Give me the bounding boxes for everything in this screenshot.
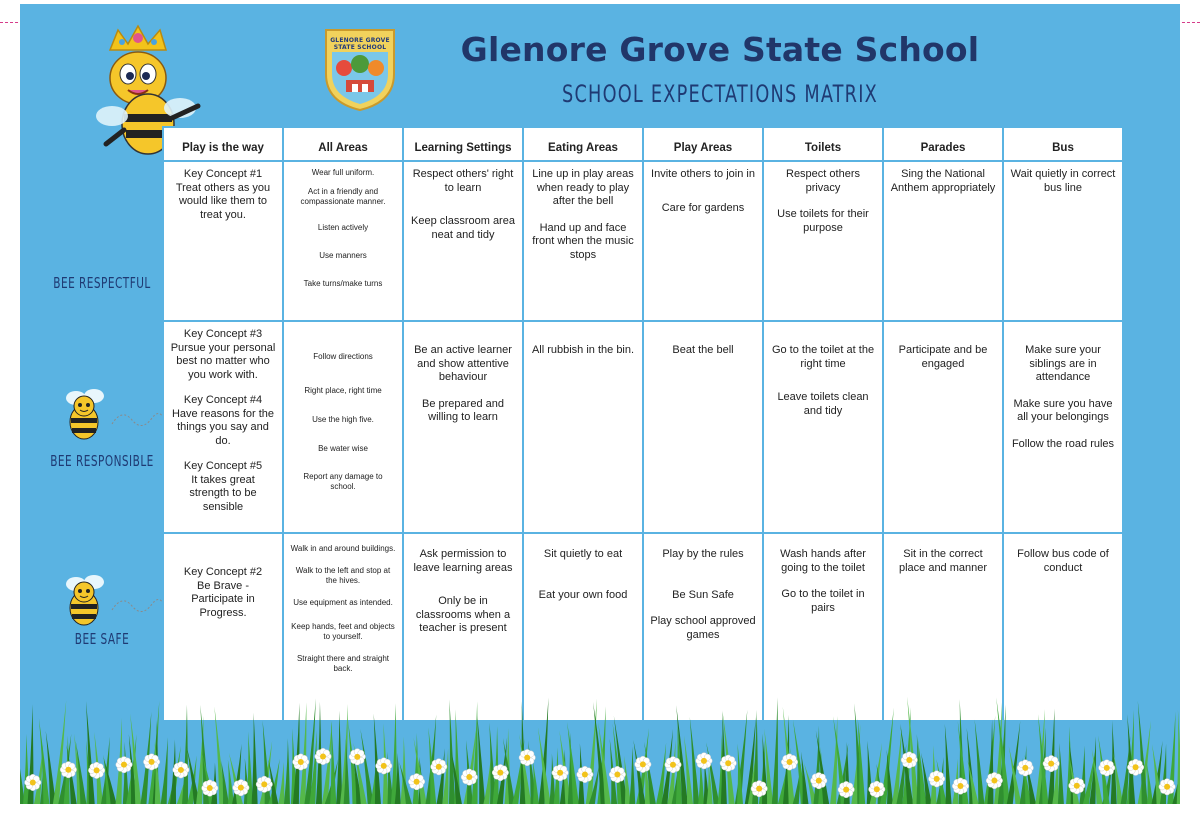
key-concept-cell xyxy=(163,533,283,721)
key-concept-text: It takes great strength to be sensible xyxy=(189,473,257,513)
expectation-text: Sit in the correct place and manner xyxy=(898,548,988,574)
grass-blade xyxy=(814,726,820,804)
column-header: All Areas xyxy=(283,127,403,161)
expectation-text: Ask permission to leave learning areas xyxy=(413,548,513,574)
daisy-icon xyxy=(552,765,568,781)
expectation-text: Use manners xyxy=(319,251,367,260)
expectation-text: Be Sun Safe xyxy=(672,588,734,601)
daisy-icon xyxy=(202,780,218,796)
daisy-icon xyxy=(349,749,365,765)
expectation-text: Hand up and face front when the music stops xyxy=(532,221,634,261)
learning-settings-cell xyxy=(403,533,523,721)
expectation-text: Act in a friendly and compassionate manner. xyxy=(300,187,386,206)
grass-blade xyxy=(252,713,258,804)
parades-cell xyxy=(883,533,1003,721)
grass-blade xyxy=(1138,701,1148,804)
grass-blade xyxy=(477,716,485,804)
grass-blade xyxy=(1058,743,1064,804)
grass-blade xyxy=(830,716,837,804)
expectation-text: Follow directions xyxy=(313,352,373,361)
expectation-text: Go to the toilet in pairs xyxy=(781,588,865,614)
expectation-text: Follow bus code of conduct xyxy=(1017,548,1109,574)
school-name: Glenore Grove State School xyxy=(460,30,980,69)
grass-blade xyxy=(483,755,491,804)
daisy-icon xyxy=(696,753,712,769)
grass-blade xyxy=(772,697,778,804)
daisy-icon xyxy=(143,754,159,770)
daisy-icon xyxy=(1099,760,1115,776)
table-row-safe xyxy=(163,533,1123,721)
grass-blade xyxy=(161,737,168,804)
expectation-text: Follow the road rules xyxy=(1011,437,1115,450)
bus-cell xyxy=(1003,533,1123,721)
expectation-text: Right place, right time xyxy=(304,386,382,395)
grass-blade xyxy=(284,738,290,804)
expectation-text: Line up in play areas when ready to play after the bell xyxy=(532,168,634,207)
expectation-text: Play school approved games xyxy=(650,615,756,641)
key-concept-text: Pursue your personal best no matter who you work with. xyxy=(170,341,276,381)
expectation-text: Go to the toilet at the right time xyxy=(771,344,875,370)
grass-blade xyxy=(336,711,342,804)
daisy-icon xyxy=(408,774,424,790)
expectation-text: Make sure you have all your belongings xyxy=(1013,397,1113,423)
key-concept-cell xyxy=(163,161,283,321)
key-concept-cell xyxy=(163,321,283,533)
expectation-text: Listen actively xyxy=(317,223,369,232)
parades-cell xyxy=(883,161,1003,321)
daisy-icon xyxy=(1159,779,1175,795)
small-bee-icon xyxy=(56,384,166,444)
grass-blade xyxy=(967,759,978,804)
grass-blade xyxy=(538,727,551,804)
grass-blade xyxy=(629,747,635,804)
all-areas-cell xyxy=(283,161,403,321)
key-concept-text: Be Brave - Participate in Progress. xyxy=(191,579,255,619)
grass-blade xyxy=(278,762,284,804)
expectation-text: Be an active learner and show attentive behaviour xyxy=(414,344,512,383)
key-concept-title: Key Concept #3 xyxy=(183,328,263,340)
daisy-icon xyxy=(1043,755,1059,771)
daisy-icon xyxy=(901,752,917,768)
expectation-text: Eat your own food xyxy=(538,588,628,601)
expectation-text: Participate and be engaged xyxy=(898,344,988,370)
expectation-text: Wear full uniform. xyxy=(311,168,375,177)
bus-cell xyxy=(1003,161,1123,321)
daisy-icon xyxy=(665,757,681,773)
expectation-text: Play by the rules xyxy=(662,548,744,560)
daisy-icon xyxy=(315,748,331,764)
expectation-text: Sit quietly to eat xyxy=(543,548,623,560)
daisy-icon xyxy=(952,778,968,794)
daisy-icon xyxy=(720,755,736,771)
grass-blade xyxy=(1079,746,1085,804)
daisy-icon xyxy=(838,781,854,797)
expectation-text: Keep classroom area neat and tidy xyxy=(411,215,515,241)
expectation-text: Invite others to join in xyxy=(651,168,755,180)
all-areas-cell xyxy=(283,533,403,721)
table-row-responsible xyxy=(163,321,1123,533)
grass-blade xyxy=(533,761,539,804)
daisy-icon xyxy=(116,757,132,773)
column-header: Eating Areas xyxy=(523,127,643,161)
daisy-icon xyxy=(1127,759,1143,775)
expectation-text: Only be in classrooms when a teacher is present xyxy=(415,595,511,634)
play-areas-cell xyxy=(643,321,763,533)
daisy-icon xyxy=(293,754,309,770)
table-header-row xyxy=(163,127,1123,161)
column-header: Play is the way xyxy=(163,127,283,161)
expectations-matrix-table xyxy=(162,126,1124,722)
crest-text: GLENORE GROVE STATE SCHOOL xyxy=(330,37,390,51)
daisy-icon xyxy=(577,766,593,782)
parades-cell xyxy=(883,321,1003,533)
grass-blade xyxy=(975,719,985,804)
daisy-icon xyxy=(929,771,945,787)
daisy-icon xyxy=(492,764,508,780)
daisy-icon xyxy=(781,754,797,770)
daisy-icon xyxy=(431,759,447,775)
daisy-icon xyxy=(1017,760,1033,776)
eating-areas-cell xyxy=(523,533,643,721)
grass-blade xyxy=(155,742,161,804)
learning-settings-cell xyxy=(403,161,523,321)
matrix-title: SCHOOL EXPECTATIONS MATRIX xyxy=(561,80,879,108)
grass-blade xyxy=(1147,762,1153,804)
daisy-icon xyxy=(173,762,189,778)
grass-blade xyxy=(247,731,253,804)
expectation-text: Make sure your siblings are in attendance xyxy=(1025,344,1101,383)
toilets-cell xyxy=(763,161,883,321)
row-label-respectful: BEE RESPECTFUL xyxy=(53,274,151,292)
key-concept-text: Treat others as you would like them to treat you. xyxy=(175,181,271,221)
learning-settings-cell xyxy=(403,321,523,533)
expectation-text: Wait quietly in correct bus line xyxy=(1010,168,1116,194)
expectation-text: Use the high five. xyxy=(312,415,374,424)
expectation-text: Use toilets for their purpose xyxy=(777,208,869,234)
expectation-text: Be prepared and willing to learn xyxy=(422,397,504,423)
daisy-icon xyxy=(811,773,827,789)
daisy-icon xyxy=(635,756,651,772)
key-concept-text: Have reasons for the things you say and do. xyxy=(171,407,275,447)
daisy-icon xyxy=(1069,778,1085,794)
column-header: Parades xyxy=(883,127,1003,161)
daisy-icon xyxy=(233,780,249,796)
toilets-cell xyxy=(763,533,883,721)
daisy-icon xyxy=(986,772,1002,788)
grass-blade xyxy=(472,701,478,804)
grass-border xyxy=(20,694,1180,804)
grass-blade xyxy=(299,702,306,804)
daisy-icon xyxy=(461,769,477,785)
expectation-text: Walk to the left and stop at the hives. xyxy=(295,566,391,585)
expectation-text: Wash hands after going to the toilet xyxy=(780,548,866,574)
play-areas-cell xyxy=(643,161,763,321)
expectation-text: Keep hands, feet and objects to yourself. xyxy=(291,622,395,641)
expectation-text: Respect others privacy xyxy=(786,168,860,194)
daisy-icon xyxy=(60,762,76,778)
grass-blade xyxy=(228,760,234,804)
column-header: Toilets xyxy=(763,127,883,161)
eating-areas-cell xyxy=(523,161,643,321)
column-header: Play Areas xyxy=(643,127,763,161)
expectation-text: Leave toilets clean and tidy xyxy=(777,391,869,417)
expectations-poster xyxy=(20,4,1180,804)
expectation-text: Take turns/make turns xyxy=(303,279,383,288)
school-crest-icon xyxy=(324,28,396,112)
key-concept-title: Key Concept #1 xyxy=(183,168,263,180)
expectation-text: Be water wise xyxy=(318,444,368,453)
daisy-icon xyxy=(25,774,41,790)
key-concept-title: Key Concept #2 xyxy=(183,566,263,578)
expectation-text: Care for gardens xyxy=(661,201,745,214)
table-row-respectful xyxy=(163,161,1123,321)
grass-blade xyxy=(437,748,445,804)
expectation-text: Sing the National Anthem appropriately xyxy=(890,168,996,194)
grass-blade xyxy=(391,703,397,804)
expectation-text: Use equipment as intended. xyxy=(293,598,393,607)
grass-blade xyxy=(23,734,29,804)
daisy-icon xyxy=(751,781,767,797)
bus-cell xyxy=(1003,321,1123,533)
grass-blade xyxy=(945,724,952,804)
daisy-icon xyxy=(376,758,392,774)
play-areas-cell xyxy=(643,533,763,721)
small-bee-icon xyxy=(56,570,166,630)
daisy-icon xyxy=(869,781,885,797)
column-header: Bus xyxy=(1003,127,1123,161)
expectation-text: Report any damage to school. xyxy=(303,472,383,491)
expectation-text: Beat the bell xyxy=(672,344,734,356)
row-label-responsible: BEE RESPONSIBLE xyxy=(50,452,154,470)
grass-blade xyxy=(449,700,455,804)
row-label-safe: BEE SAFE xyxy=(74,630,130,648)
toilets-cell xyxy=(763,321,883,533)
key-concept-title: Key Concept #4 xyxy=(183,394,263,406)
daisy-icon xyxy=(256,776,272,792)
key-concept-title: Key Concept #5 xyxy=(183,460,263,472)
expectation-text: Respect others' right to learn xyxy=(412,168,514,194)
expectation-text: Walk in and around buildings. xyxy=(290,544,396,553)
eating-areas-cell xyxy=(523,321,643,533)
daisy-icon xyxy=(519,749,535,765)
daisy-icon xyxy=(609,766,625,782)
all-areas-cell xyxy=(283,321,403,533)
expectation-text: Straight there and straight back. xyxy=(296,654,390,673)
expectation-text: All rubbish in the bin. xyxy=(531,344,635,356)
column-header: Learning Settings xyxy=(403,127,523,161)
daisy-icon xyxy=(88,762,104,778)
